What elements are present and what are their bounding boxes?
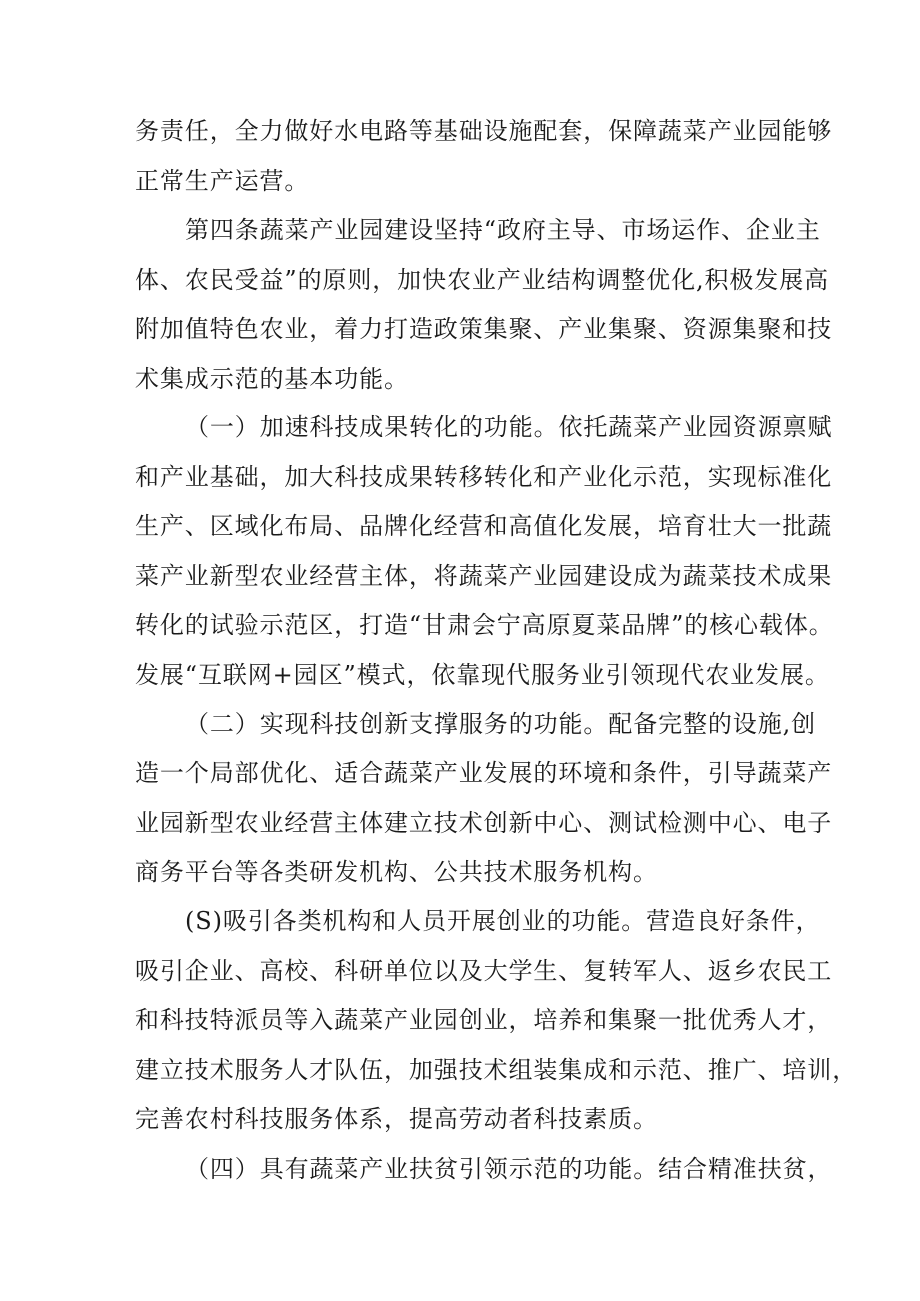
text-line: 和产业基础，加大科技成果转移转化和产业化示范，实现标准化	[135, 463, 833, 491]
text-line: 生产、区域化布局、品牌化经营和高值化发展，培育壮大一批蔬	[135, 512, 833, 540]
text-line: 术集成示范的基本功能。	[135, 365, 409, 393]
paragraph-article-4-first-line: 第四条蔬菜产业园建设坚持“政府主导、市场运作、企业主	[185, 216, 821, 244]
text-line: 和科技特派员等入蔬菜产业园创业，培养和集聚一批优秀人才，	[135, 1006, 833, 1034]
text-line: 体、农民受益”的原则，加快农业产业结构调整优化,积极发展高	[135, 266, 829, 294]
paragraph-item-2-first-line: （二）实现科技创新支撑服务的功能。配备完整的设施,创	[185, 710, 817, 738]
paragraph-item-1-first-line: （一）加速科技成果转化的功能。依托蔬菜产业园资源禀赋	[185, 413, 833, 441]
text-line: 商务平台等各类研发机构、公共技术服务机构。	[135, 858, 658, 886]
text-line: 务责任，全力做好水电路等基础设施配套，保障蔬菜产业园能够	[135, 117, 833, 145]
paragraph-item-3-first-line: (S)吸引各类机构和人员开展创业的功能。营造良好条件，	[185, 907, 821, 935]
paragraph-item-4-first-line: （四）具有蔬菜产业扶贫引领示范的功能。结合精准扶贫，	[185, 1155, 833, 1183]
text-line: 附加值特色农业，着力打造政策集聚、产业集聚、资源集聚和技	[135, 315, 833, 343]
text-line: 业园新型农业经营主体建立技术创新中心、测试检测中心、电子	[135, 809, 833, 837]
text-line: 吸引企业、高校、科研单位以及大学生、复转军人、返乡农民工	[135, 957, 833, 985]
text-line: 建立技术服务人才队伍，加强技术组装集成和示范、推广、培训，	[135, 1056, 858, 1084]
text-line: 发展“互联网+园区”模式，依靠现代服务业引领现代农业发展。	[135, 661, 830, 689]
text-line: 完善农村科技服务体系，提高劳动者科技素质。	[135, 1105, 658, 1133]
text-line: 正常生产运营。	[135, 167, 310, 195]
text-line: 转化的试验示范区，打造“甘肃会宁高原夏菜品牌”的核心载体。	[135, 611, 834, 639]
text-line: 造一个局部优化、适合蔬菜产业发展的环境和条件，引导蔬菜产	[135, 759, 833, 787]
text-line: 菜产业新型农业经营主体，将蔬菜产业园建设成为蔬菜技术成果	[135, 562, 833, 590]
